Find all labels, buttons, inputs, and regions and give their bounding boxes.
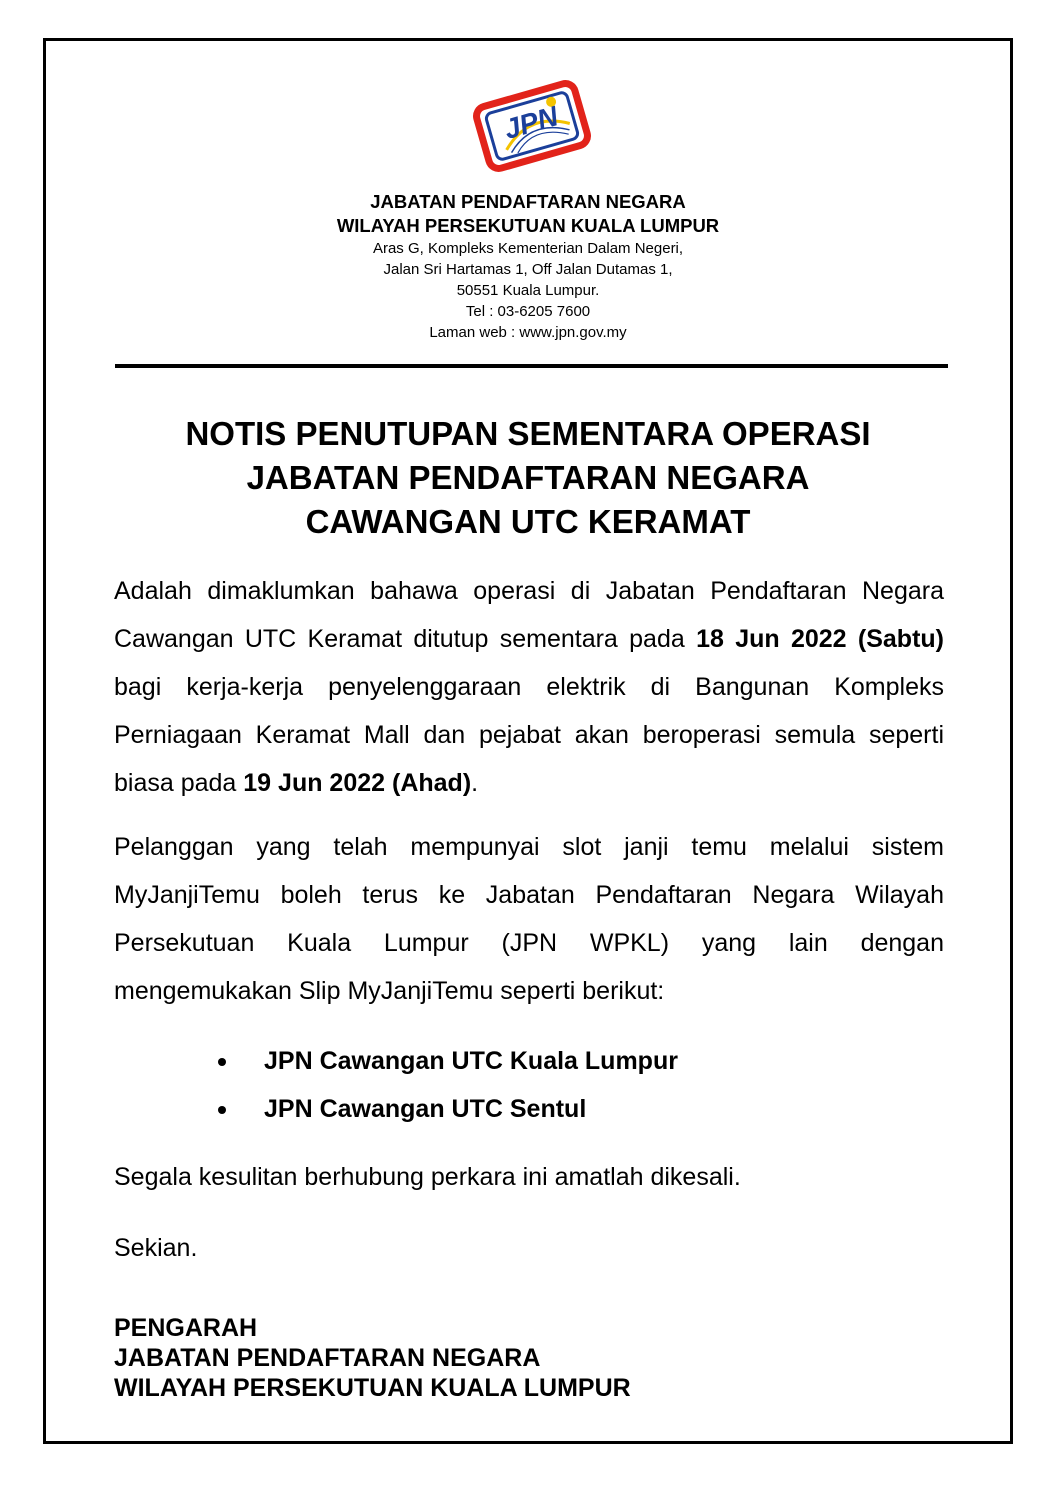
closure-date: 18 Jun 2022 (Sabtu) xyxy=(696,625,944,653)
logo-text: JPN xyxy=(500,100,562,146)
address-line1: Aras G, Kompleks Kementerian Dalam Negeri, xyxy=(372,240,684,257)
org-name-line2: WILAYAH PERSEKUTUAN KUALA LUMPUR xyxy=(336,215,720,236)
website: Laman web : www.jpn.gov.my xyxy=(429,324,627,341)
reopen-date: 19 Jun 2022 (Ahad) xyxy=(243,769,472,797)
paragraph-appointment-info: Pelanggan yang telah mempunyai slot janji temu melalui sistem MyJanjiTemu boleh terus ke Jabatan Pendaftaran Negara Wilayah Persekutuan Kuala Lumpur (JPN WPKL) yang lain dengan mengemukakan Slip MyJanjiTemu seperti berikut: xyxy=(114,833,944,1005)
org-name-line1: JABATAN PENDAFTARAN NEGARA xyxy=(370,191,686,212)
address-line2: Jalan Sri Hartamas 1, Off Jalan Dutamas 1, xyxy=(383,261,673,278)
p1-text-b: bagi kerja-kerja penyelenggaraan elektrik di Bangunan Kompleks Perniagaan Keramat Mall dan pejabat akan beroperasi semula seperti biasa pada xyxy=(114,673,944,797)
signature-block xyxy=(114,1313,631,1403)
title-line1: NOTIS PENUTUPAN SEMENTARA OPERASI xyxy=(185,415,871,452)
signatory-org-line2: WILAYAH PERSEKUTUAN KUALA LUMPUR xyxy=(114,1374,631,1402)
signatory-org-line1: JABATAN PENDAFTARAN NEGARA xyxy=(114,1344,541,1372)
bullet-icon xyxy=(218,1106,226,1114)
branch-list xyxy=(204,1037,678,1133)
branch-name: JPN Cawangan UTC Sentul xyxy=(264,1095,587,1123)
letterhead xyxy=(0,190,1056,343)
title-line2: JABATAN PENDAFTARAN NEGARA xyxy=(246,459,810,496)
address-line3: 50551 Kuala Lumpur. xyxy=(456,282,600,299)
telephone: Tel : 03-6205 7600 xyxy=(465,303,591,320)
jpn-logo xyxy=(471,72,593,180)
list-item xyxy=(204,1037,678,1085)
signatory-title: PENGARAH xyxy=(114,1314,258,1342)
closing-remark: Segala kesulitan berhubung perkara ini amatlah dikesali. xyxy=(114,1163,741,1191)
list-item xyxy=(204,1085,678,1133)
sign-off: Sekian. xyxy=(114,1234,198,1262)
p1-text-a: Adalah dimaklumkan bahawa operasi di Jabatan Pendaftaran Negara Cawangan UTC Keramat ditutup sementara pada xyxy=(114,577,944,653)
p1-text-c: . xyxy=(471,769,479,797)
header-divider xyxy=(115,364,948,368)
title-line3: CAWANGAN UTC KERAMAT xyxy=(305,503,751,540)
branch-name: JPN Cawangan UTC Kuala Lumpur xyxy=(264,1047,678,1075)
notice-title xyxy=(0,412,1056,544)
paragraph-closure-details xyxy=(114,567,944,807)
bullet-icon xyxy=(218,1058,226,1066)
